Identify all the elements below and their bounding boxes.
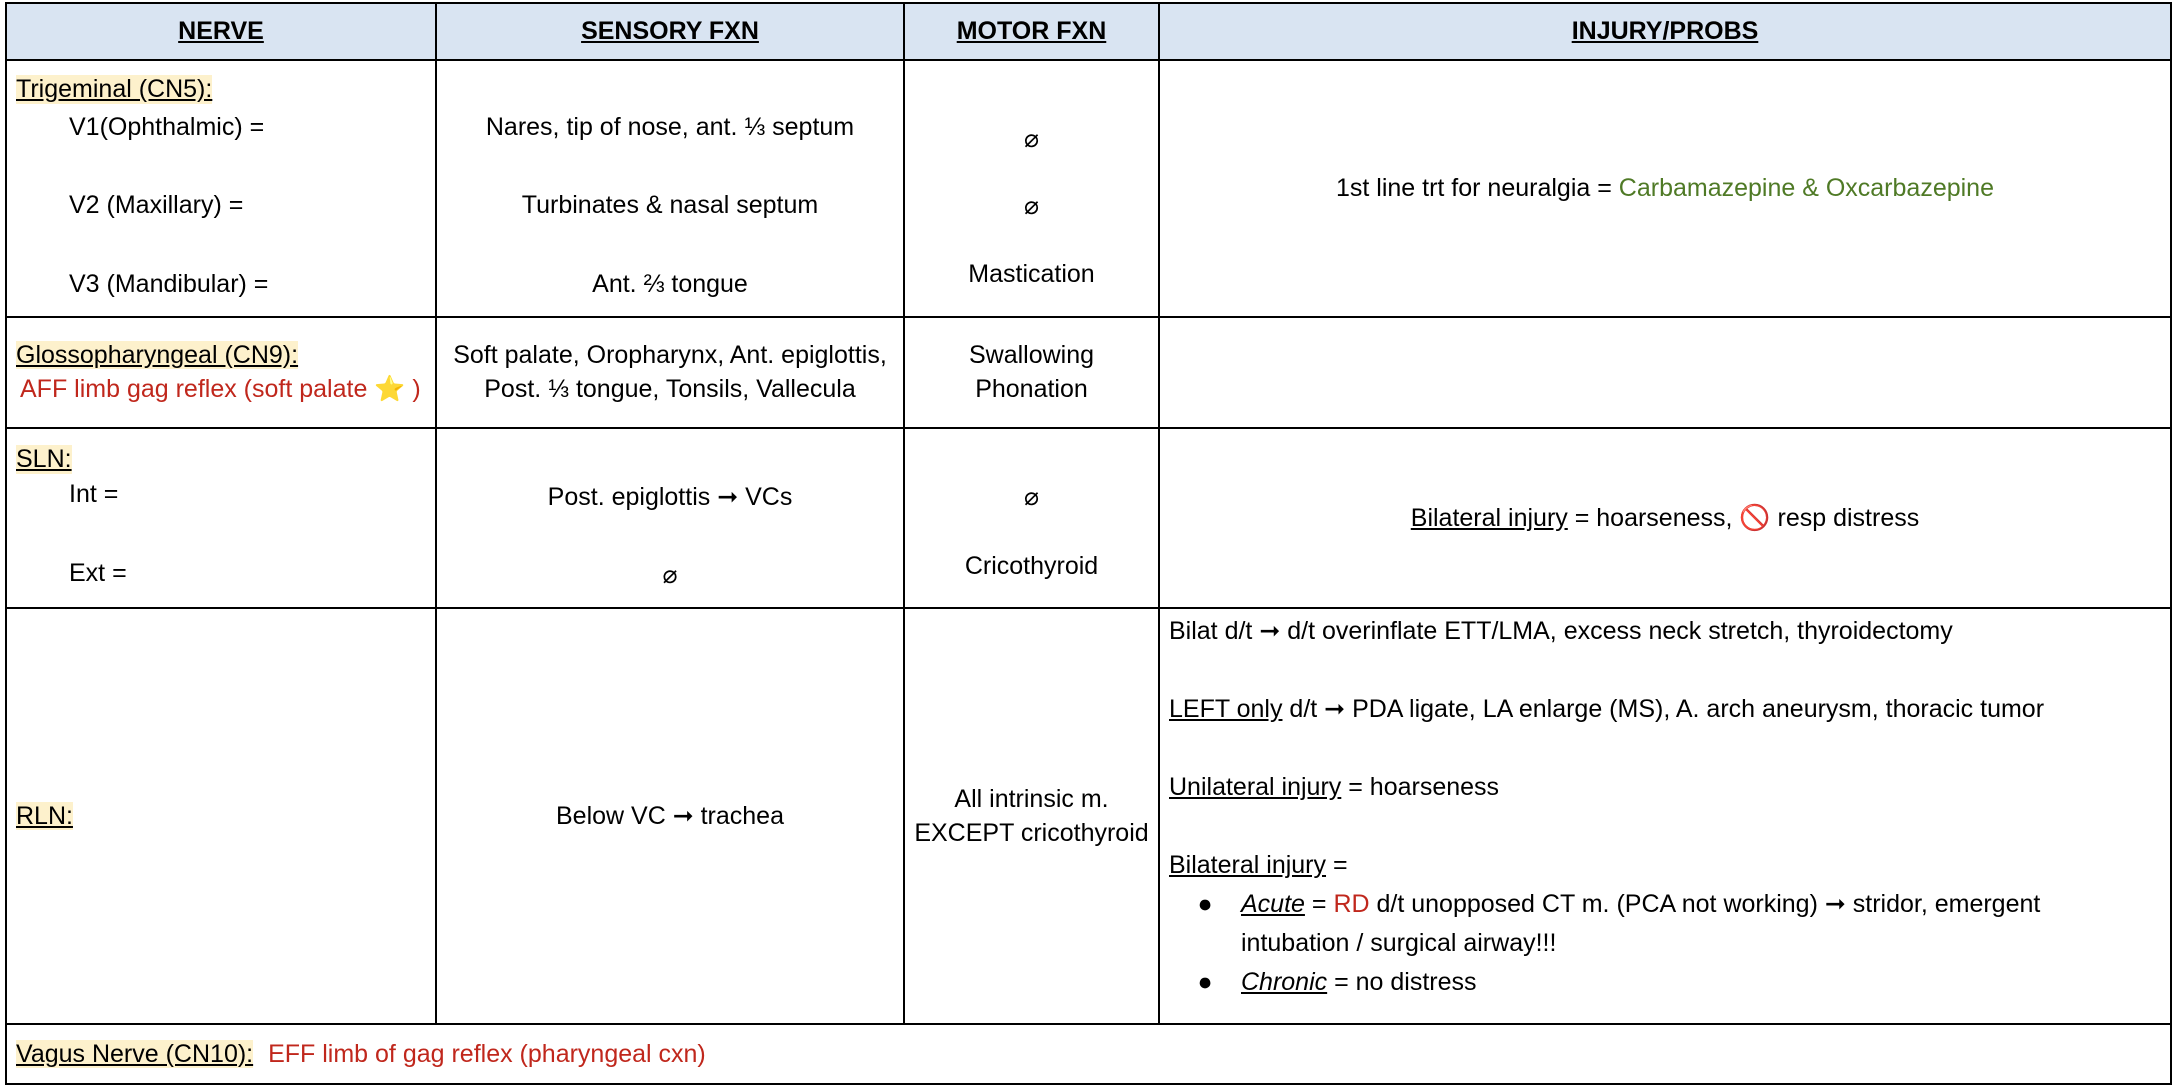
table-row-vagus: [6, 1024, 2171, 1084]
rln-left-line: [1169, 690, 2161, 729]
sln-int-label: Int =: [69, 480, 119, 508]
table-row-sln: [6, 428, 2171, 608]
rln-motor-line2: EXCEPT cricothyroid: [914, 818, 1149, 847]
sln-injury-mid: = hoarseness,: [1567, 503, 1740, 532]
star-icon: ⭐: [374, 375, 406, 403]
trigeminal-v1-sensory: Nares, tip of nose, ant. ⅓ septum: [485, 113, 855, 141]
glossopharyngeal-sensory-line2: Post. ⅓ tongue, Tonsils, Vallecula: [484, 375, 856, 403]
sln-int-sensory: Post. epiglottis ➞ VCs: [547, 483, 793, 511]
rln-title: RLN:: [16, 801, 73, 830]
rln-bi-text: =: [1326, 851, 1348, 879]
trigeminal-v2-sensory: Turbinates & nasal septum: [521, 191, 819, 219]
header-row: [6, 3, 2171, 60]
sln-ext-sensory: ⌀: [662, 561, 678, 589]
table-row-rln: [6, 608, 2171, 1024]
trigeminal-v3-sensory: Ant. ⅔ tongue: [592, 270, 748, 298]
glossopharyngeal-sensory-line1: Soft palate, Oropharynx, Ant. epiglottis,: [453, 341, 887, 369]
sln-motor-cell: [904, 428, 1159, 608]
glossopharyngeal-title: Glossopharyngeal (CN9):: [16, 341, 299, 369]
rln-bi-label: Bilateral injury: [1169, 851, 1327, 879]
trigeminal-injury-drugs: Carbamazepine & Oxcarbazepine: [1618, 174, 1994, 202]
header-motor: MOTOR FXN: [904, 3, 1159, 60]
rln-nerve-cell: [6, 608, 436, 1024]
rln-bi-line: [1169, 846, 2161, 885]
bullet-icon: ●: [1197, 968, 1213, 996]
table-row-trigeminal: [6, 60, 2171, 317]
trigeminal-v3-label: V3 (Mandibular) =: [69, 270, 269, 298]
trigeminal-injury-text: 1st line trt for neuralgia =: [1335, 174, 1619, 202]
sln-ext-label: Ext =: [69, 559, 127, 587]
glossopharyngeal-motor-line1: Swallowing: [968, 341, 1095, 369]
rln-acute-item: [1169, 885, 2161, 963]
glossopharyngeal-motor-line2: Phonation: [975, 375, 1088, 403]
trigeminal-motor-cell: [904, 60, 1159, 317]
rln-motor-line1: All intrinsic m.: [954, 784, 1109, 813]
glossopharyngeal-note: AFF limb gag reflex (soft palate: [20, 375, 368, 403]
rln-acute-eq: =: [1304, 890, 1334, 918]
vagus-title: Vagus Nerve (CN10):: [16, 1039, 254, 1068]
sln-sensory-cell: [436, 428, 904, 608]
sln-int-motor: ⌀: [1023, 483, 1040, 511]
rln-uni-line: [1169, 768, 2161, 807]
trigeminal-nerve-cell: [6, 60, 436, 317]
glossopharyngeal-motor-cell: [904, 317, 1159, 428]
header-nerve: NERVE: [6, 3, 436, 60]
trigeminal-sensory-cell: [436, 60, 904, 317]
rln-uni-label: Unilateral injury: [1169, 773, 1342, 801]
trigeminal-title: Trigeminal (CN5):: [16, 75, 213, 103]
sln-title: SLN:: [16, 445, 72, 473]
header-sensory: SENSORY FXN: [436, 3, 904, 60]
rln-chronic-label: Chronic: [1241, 968, 1328, 996]
rln-uni-text: = hoarseness: [1341, 773, 1500, 801]
glossopharyngeal-note-line: [16, 375, 426, 404]
vagus-cell: [6, 1024, 2171, 1084]
rln-acute-text1: d/t unopposed CT m. (PCA not working) ➞ stridor, emergent: [1369, 890, 2041, 918]
trigeminal-v1-label: V1(Ophthalmic) =: [69, 113, 265, 141]
glossopharyngeal-injury-cell: [1159, 317, 2171, 428]
rln-chronic-text: = no distress: [1327, 968, 1477, 996]
sln-injury-end: resp distress: [1770, 503, 1920, 532]
header-injury: INJURY/PROBS: [1159, 3, 2171, 60]
glossopharyngeal-nerve-cell: [6, 317, 436, 428]
table-row-glossopharyngeal: [6, 317, 2171, 428]
vagus-note: EFF limb of gag reflex (pharyngeal cxn): [268, 1039, 706, 1068]
rln-sensory: Below VC ➞ trachea: [556, 802, 784, 830]
sln-ext-motor: Cricothyroid: [964, 552, 1099, 580]
rln-left-text: d/t ➞ PDA ligate, LA enlarge (MS), A. arch aneurysm, thoracic tumor: [1282, 695, 2045, 723]
sln-injury-cell: [1159, 428, 2171, 608]
glossopharyngeal-note-close: ): [405, 375, 421, 403]
trigeminal-v1-motor: ⌀: [1023, 125, 1040, 153]
trigeminal-v2-label: V2 (Maxillary) =: [69, 191, 244, 219]
rln-acute-rd: RD: [1333, 890, 1370, 918]
prohibited-icon: 🚫: [1739, 503, 1771, 532]
bullet-icon: ●: [1197, 890, 1213, 918]
rln-acute-text2: intubation / surgical airway!!!: [1241, 929, 1557, 957]
rln-acute-label: Acute: [1241, 890, 1305, 918]
trigeminal-v2-motor: ⌀: [1023, 192, 1040, 220]
glossopharyngeal-sensory-cell: [436, 317, 904, 428]
rln-injury-cell: [1159, 608, 2171, 1024]
rln-chronic-item: [1169, 963, 2161, 1002]
trigeminal-injury-cell: [1159, 60, 2171, 317]
rln-motor-cell: [904, 608, 1159, 1024]
sln-injury-label: Bilateral injury: [1410, 503, 1568, 532]
trigeminal-v3-motor: Mastication: [968, 260, 1095, 288]
rln-left-label: LEFT only: [1169, 695, 1283, 723]
sln-nerve-cell: [6, 428, 436, 608]
nerve-table: [5, 2, 2172, 1085]
rln-bilat-dt: Bilat d/t ➞ d/t overinflate ETT/LMA, excess neck stretch, thyroidectomy: [1169, 617, 1953, 645]
rln-sensory-cell: [436, 608, 904, 1024]
